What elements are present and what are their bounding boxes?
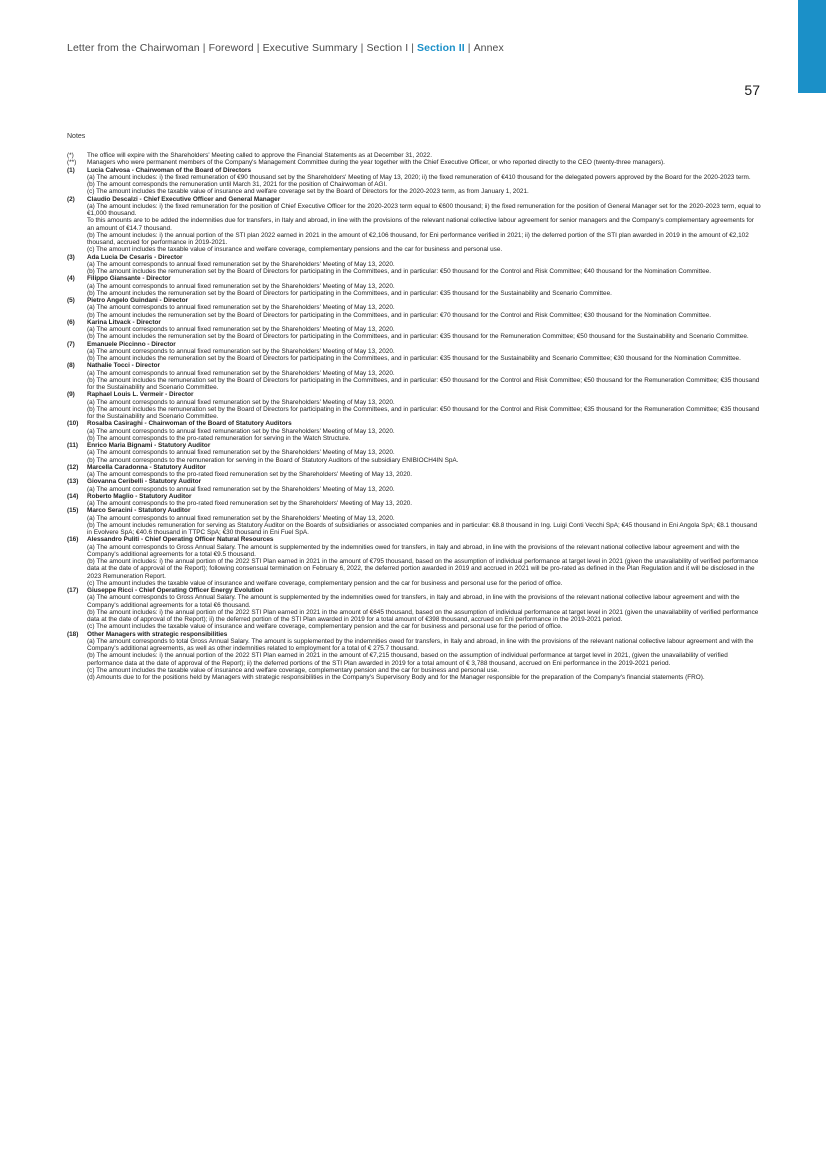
note-text: (d) Amounts due to for the positions held by Managers with strategic responsibilities in the Company's Supervisory Body and for the Manager responsible for the preparation of the Company's financial statements (FRO).: [87, 674, 705, 681]
note-text: The office will expire with the Shareholders' Meeting called to approve the Financial Statements as at December 31, 2022.: [87, 152, 432, 159]
note-marker: (16): [67, 536, 79, 544]
note-marker: (**): [67, 159, 77, 167]
note-marker: (6): [67, 318, 75, 326]
note-title: Filippo Giansante - Director: [87, 275, 171, 283]
note-marker: (13): [67, 478, 79, 486]
note-text: (c) The amount includes the taxable value of insurance and welfare coverage, complementary pension and the car for business and personal use for the period of office.: [87, 623, 563, 631]
note-item: [67, 152, 761, 159]
note-item: [67, 196, 761, 254]
note-marker: (4): [67, 275, 75, 283]
note-title: Ada Lucia De Cesaris - Director: [87, 253, 183, 261]
note-text: (b) The amount corresponds to the pro-rated remuneration for serving in the Watch Structure.: [87, 434, 351, 442]
note-marker: (10): [67, 420, 79, 428]
note-item: [67, 391, 761, 420]
note-marker: (14): [67, 492, 79, 500]
note-item: [67, 478, 761, 493]
note-text: (a) The amount corresponds to annual fixed remuneration set by the Shareholders' Meeting of May 13, 2020.: [87, 369, 395, 377]
note-text: (b) The amount includes: i) the annual portion of the 2022 STI Plan earned in 2021 in the amount of €645 thousand, based on the assumption of individual performance at target level in 2021 (given the unavailability of verified performance data at the date of approval of the Report); ii) the deferred portion of the STI Plan awarded in 2019 for a total amount of €398 thousand, accrued on Eni performance in the 2019-2021 period.: [87, 608, 759, 623]
note-marker: (7): [67, 340, 75, 348]
note-item: [67, 536, 761, 587]
note-title: Giovanna Ceribelli - Statutory Auditor: [87, 478, 202, 486]
note-text: (b) The amount includes the remuneration set by the Board of Directors for participating in the Committees, and in particular: €35 thousand for the Sustainability and Scenario Committee.: [87, 289, 612, 297]
breadcrumb-separator: |: [467, 42, 471, 54]
note-item: [67, 464, 761, 479]
note-marker: (1): [67, 166, 75, 174]
note-text: (a) The amount corresponds to annual fixed remuneration set by the Shareholders' Meeting of May 13, 2020.: [87, 449, 395, 457]
note-item: [67, 341, 761, 363]
note-text: (b) The amount includes remuneration for serving as Statutory Auditor on the Boards of subsidiaries or associated companies and in particular: €8.8 thousand in Ing. Luigi Conti Vecchi SpA; €45 thousand in Eni Angola SpA; €8.1 thousand in Evolvere SpA; €40.6 thousand in TTPC SpA; €30 thousand in Eni Fuel SpA.: [87, 521, 758, 536]
note-marker: (12): [67, 463, 79, 471]
breadcrumb-item[interactable]: Letter from the Chairwoman: [67, 42, 200, 54]
notes-heading: Notes: [67, 133, 86, 140]
note-text: (b) The amount includes the remuneration set by the Board of Directors for participating in the Committees, and in particular: €50 thousand for the Control and Risk Committee; €40 thousand for the Nomination Committee.: [87, 268, 711, 275]
breadcrumb-item[interactable]: Section I: [366, 42, 409, 54]
note-text: (a) The amount corresponds to Gross Annual Salary. The amount is supplemented by the indemnities owed for transfers, in Italy and abroad, in line with the provisions of the relevant national collective labour agreement and with the Company's additional agreements for a total €6 thousand.: [87, 594, 740, 609]
note-marker: (17): [67, 587, 79, 594]
note-text: (a) The amount corresponds to total Gross Annual Salary. The amount is supplemented by the indemnities owed for transfers, in Italy and abroad, in line with the provisions of the relevant national collective labour agreement and with the Company's additional agreements, as well as other indemnities related to employment for a total of € 275.7 thousand.: [87, 637, 754, 652]
note-item: [67, 442, 761, 464]
note-text: (a) The amount corresponds to the pro-rated fixed remuneration set by the Shareholders' Meeting of May 13, 2020.: [87, 471, 413, 478]
notes-list: [67, 152, 761, 681]
breadcrumb-separator: |: [202, 42, 206, 54]
note-text: (b) The amount includes: i) the annual portion of the 2022 STI Plan earned in 2021 in the amount of €7,215 thousand, based on the assumption of individual performance at target level in 2021, (given the unavailability of verified performance data at the date of approval of the Report); ii) the deferred portions of the STI Plan awarded in 2019 for a total amount of € 3,788 thousand, accrued on Eni performance in the 2019-2021 period.: [87, 652, 728, 667]
note-text: (c) The amount includes the taxable value of insurance and welfare coverage, complementary pensions and the car for business and personal use.: [87, 246, 503, 254]
note-text: (b) The amount includes the remuneration set by the Board of Directors for participating in the Committees, and in particular: €50 thousand for the Control and Risk Committee; €35 thousand for the Remuneration Committee; €35 thousand for the Sustainability and Scenario Committee.: [87, 405, 760, 420]
note-item: [67, 297, 761, 319]
note-text: (a) The amount corresponds to annual fixed remuneration set by the Shareholders' Meeting of May 13, 2020.: [87, 485, 395, 493]
note-item: [67, 167, 761, 196]
breadcrumb-item[interactable]: Foreword: [208, 42, 254, 54]
note-title: Other Managers with strategic responsibilities: [87, 630, 228, 638]
note-item: [67, 275, 761, 297]
note-item: [67, 420, 761, 442]
note-text: (a) The amount corresponds to Gross Annual Salary. The amount is supplemented by the indemnities owed for transfers, in Italy and abroad, in line with the provisions of the relevant national collective labour agreement and with the Company's additional agreements for a total €9.5 thousand.: [87, 543, 740, 558]
note-text: (c) The amount includes the taxable value of insurance and welfare coverage, complementary pension and the car for business and personal use for the period of office.: [87, 579, 563, 587]
note-title: Raphael Louis L. Vermeir - Director: [87, 391, 194, 399]
note-text: (a) The amount includes: i) the fixed remuneration for the position of Chief Executive Officer for the 2020-2023 term equal to €600 thousand; ii) the fixed remuneration for the position of General Manager set for the 2020-2023 term, equal to €1,000 thousand.: [87, 202, 761, 217]
note-text: (a) The amount corresponds to annual fixed remuneration set by the Shareholders' Meeting of May 13, 2020.: [87, 398, 395, 406]
note-text: (c) The amount includes the taxable value of insurance and welfare coverage set by the Board of Directors for the 2020-2023 term, as from January 1, 2021.: [87, 188, 529, 196]
note-text: (b) The amount includes the remuneration set by the Board of Directors for participating in the Committees, and in particular: €35 thousand for the Sustainability and Scenario Committee; €30 thousand for the Nomination Committee.: [87, 355, 741, 362]
note-title: Marcella Caradonna - Statutory Auditor: [87, 463, 206, 471]
breadcrumb-separator: |: [360, 42, 364, 54]
note-title: Emanuele Piccinno - Director: [87, 340, 176, 348]
breadcrumb-item[interactable]: Annex: [473, 42, 504, 54]
note-title: Alessandro Puliti - Chief Operating Officer Natural Resources: [87, 536, 274, 544]
note-marker: (8): [67, 362, 75, 370]
note-title: Karina Litvack - Director: [87, 318, 161, 326]
note-text: (b) The amount includes the remuneration set by the Board of Directors for participating in the Committees, and in particular: €35 thousand for the Remuneration Committee; €50 thousand for the Sustainability and Scenario Committee.: [87, 333, 749, 341]
note-text: (a) The amount corresponds to annual fixed remuneration set by the Shareholders' Meeting of May 13, 2020.: [87, 304, 395, 312]
note-title: Enrico Maria Bignami - Statutory Auditor: [87, 442, 211, 449]
note-text: (b) The amount includes: i) the annual portion of the 2022 STI Plan earned in 2021 in the amount of €795 thousand, based on the assumption of individual performance at target level in 2021 (given the unavailability of verified performance data at the date of approval of the Report); following consensual termination on February 6, 2022, the deferred portion awarded in 2019 and accrued in 2021 will be pro-rated as defined in the Plan Regulation and it will be disclosed in the 2023 Remuneration Report.: [87, 558, 759, 580]
note-marker: (15): [67, 507, 79, 515]
note-marker: (*): [67, 152, 74, 159]
note-title: Rosalba Casiraghi - Chairwoman of the Board of Statutory Auditors: [87, 420, 292, 428]
note-marker: (5): [67, 297, 75, 304]
note-text: To this amounts are to be added the indemnities due for transfers, in Italy and abroad, in line with the provisions of the relevant national collective labour agreement for senior managers and the Company's complementary agreements for an amount of €14.7 thousand.: [87, 217, 754, 232]
note-title: Marco Seracini - Statutory Auditor: [87, 507, 191, 515]
note-text: (a) The amount corresponds to annual fixed remuneration set by the Shareholders' Meeting of May 13, 2020.: [87, 282, 395, 290]
note-item: [67, 587, 761, 631]
breadcrumb-item[interactable]: Executive Summary: [262, 42, 358, 54]
note-marker: (9): [67, 391, 75, 399]
note-title: Nathalie Tocci - Director: [87, 362, 161, 370]
note-marker: (11): [67, 442, 79, 449]
note-text: (c) The amount includes the taxable value of insurance and welfare coverage, complementary pension and the car for business and personal use.: [87, 666, 499, 674]
breadcrumb: [67, 42, 504, 54]
note-item: [67, 159, 761, 166]
note-text: (b) The amount includes the remuneration set by the Board of Directors for participating in the Committees, and in particular: €50 thousand for the Control and Risk Committee; €50 thousand for the Remuneration Committee; €35 thousand for the Sustainability and Scenario Committee.: [87, 376, 760, 391]
note-title: Claudio Descalzi - Chief Executive Officer and General Manager: [87, 195, 281, 203]
note-text: (b) The amount includes: i) the annual portion of the STI plan 2022 earned in 2021 in the amount of €2,106 thousand, for Eni performance verified in 2021; ii) the deferred portion of the STI plan awarded in 2019 in the amount of €2,102 thousand, accrued for performance in 2019-2021.: [87, 231, 749, 246]
note-item: [67, 319, 761, 341]
note-text: (a) The amount corresponds to annual fixed remuneration set by the Shareholders' Meeting of May 13, 2020.: [87, 260, 395, 268]
note-item: [67, 493, 761, 508]
note-marker: (18): [67, 630, 79, 638]
note-text: (a) The amount corresponds to annual fixed remuneration set by the Shareholders' Meeting of May 13, 2020.: [87, 347, 395, 355]
note-text: (b) The amount corresponds the remuneration until March 31, 2021 for the position of Chairwoman of AGI.: [87, 181, 388, 188]
page-number: 57: [744, 82, 760, 98]
note-item: [67, 362, 761, 391]
note-text: Managers who were permanent members of the Company's Management Committee during the year together with the Chief Executive Officer, or who reported directly to the CEO (twenty-three managers).: [87, 159, 665, 167]
breadcrumb-separator: |: [256, 42, 260, 54]
note-text: (a) The amount corresponds to annual fixed remuneration set by the Shareholders' Meeting of May 13, 2020.: [87, 514, 395, 522]
note-text: (a) The amount corresponds to annual fixed remuneration set by the Shareholders' Meeting of May 13, 2020.: [87, 326, 395, 333]
note-text: (b) The amount corresponds to the remuneration for serving in the Board of Statutory Auditors of the subsidiary ENIBIOCH4IN SpA.: [87, 456, 459, 464]
note-title: Roberto Maglio - Statutory Auditor: [87, 492, 192, 500]
note-item: [67, 507, 761, 536]
note-text: (a) The amount includes: i) the fixed remuneration of €90 thousand set by the Shareholders' Meeting of May 13, 2020; ii) the fixed remuneration of €410 thousand for the delegated powers approved by the Board for the 2020-2023 term.: [87, 173, 751, 181]
section-tab-accent: [798, 0, 826, 93]
note-title: Giuseppe Ricci - Chief Operating Officer Energy Evolution: [87, 587, 264, 594]
note-text: (a) The amount corresponds to annual fixed remuneration set by the Shareholders' Meeting of May 13, 2020.: [87, 427, 395, 435]
note-marker: (2): [67, 195, 75, 203]
note-marker: (3): [67, 253, 75, 261]
note-item: [67, 254, 761, 276]
breadcrumb-separator: |: [411, 42, 415, 54]
note-item: [67, 631, 761, 682]
note-title: Lucia Calvosa - Chairwoman of the Board of Directors: [87, 166, 252, 174]
note-text: (a) The amount corresponds to the pro-rated fixed remuneration set by the Shareholders' Meeting of May 13, 2020.: [87, 500, 413, 507]
breadcrumb-item[interactable]: Section II: [417, 42, 465, 54]
note-text: (b) The amount includes the remuneration set by the Board of Directors for participating in the Committees, and in particular: €70 thousand for the Control and Risk Committee; €30 thousand for the Nomination Committee.: [87, 311, 711, 319]
note-title: Pietro Angelo Guindani - Director: [87, 297, 188, 304]
